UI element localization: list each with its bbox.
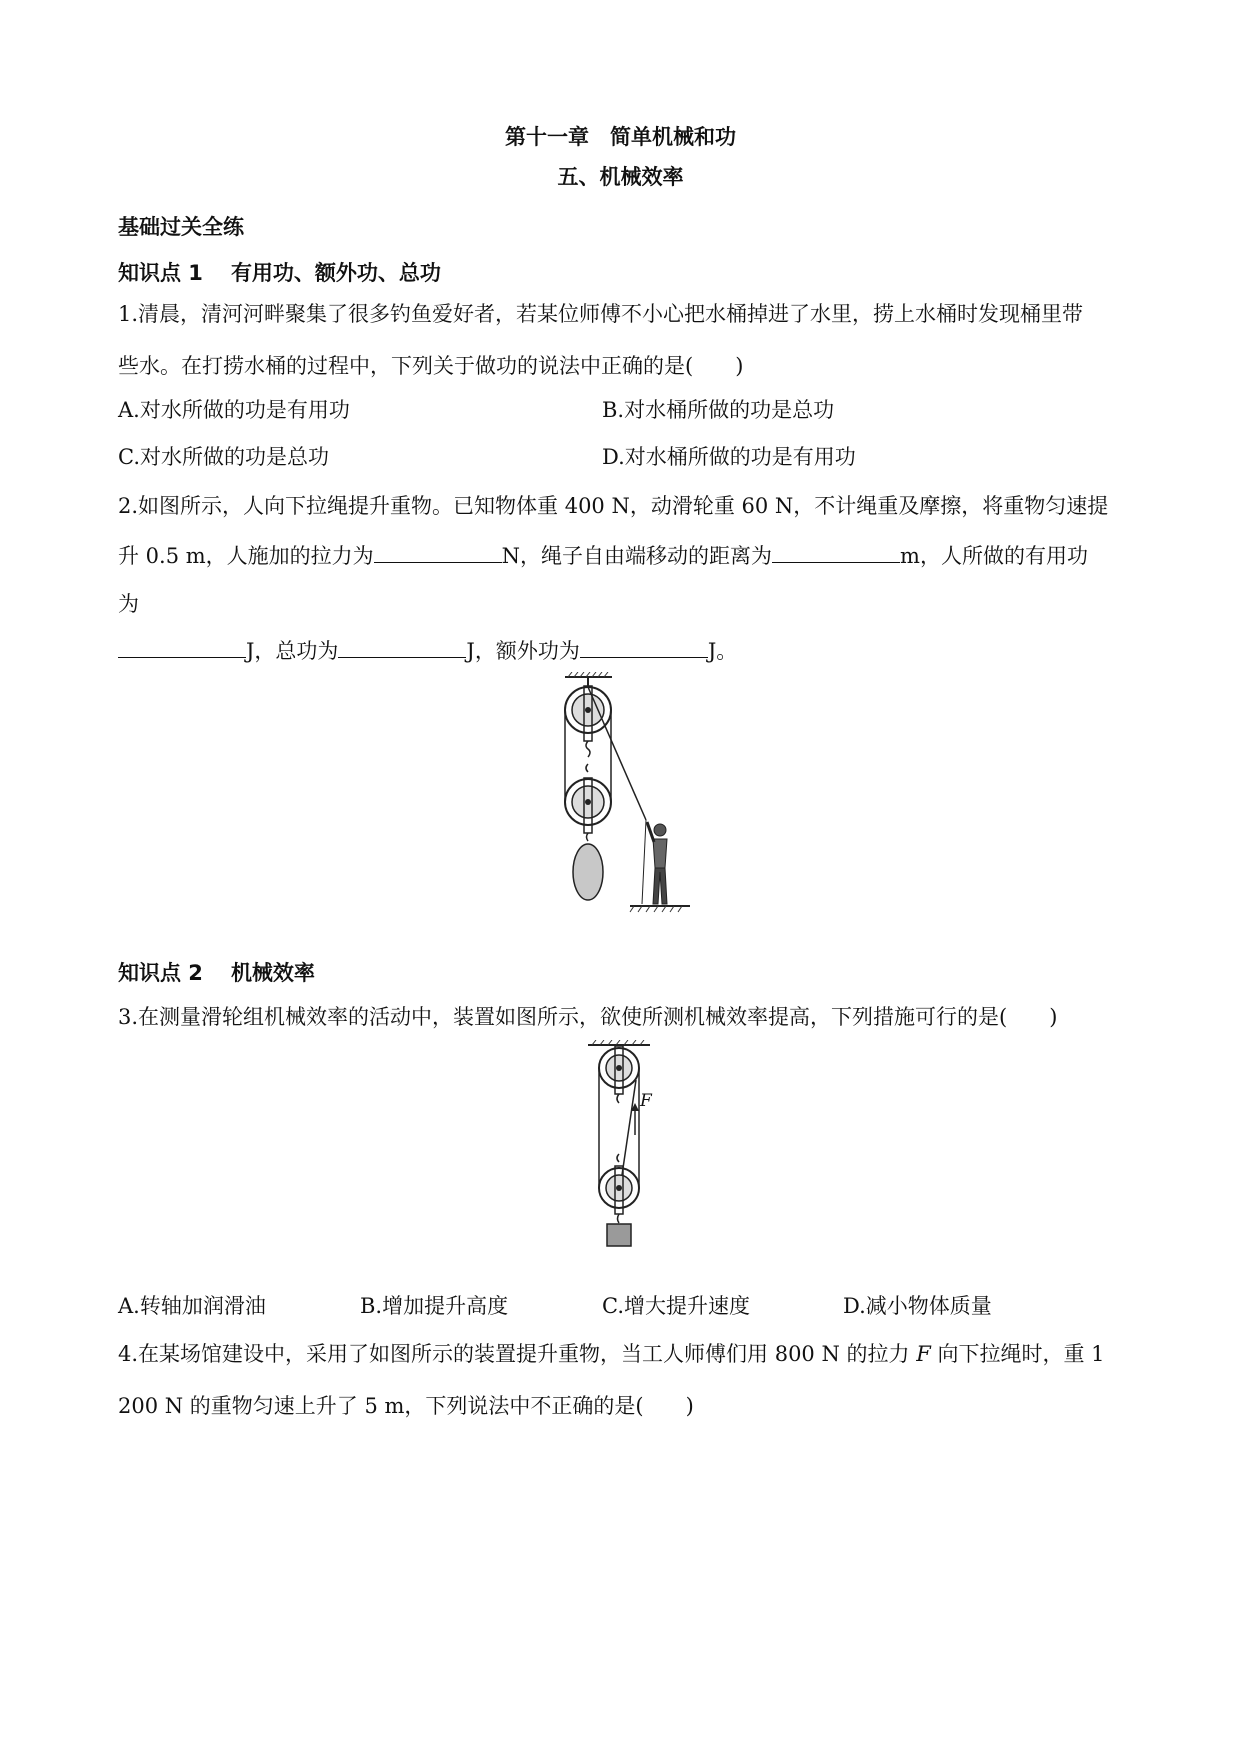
chapter-title: 第十一章 简单机械和功 xyxy=(505,125,736,149)
q2-blank-extra-work[interactable] xyxy=(580,637,708,658)
q1-option-b: B.对水桶所做的功是总功 xyxy=(602,398,835,422)
section-title: 五、机械效率 xyxy=(557,165,684,189)
q2-line-2 xyxy=(118,542,1088,570)
q2-blank-distance[interactable] xyxy=(772,542,900,563)
q2-text-d: J，总功为 xyxy=(246,639,339,663)
kp2-title: 机械效率 xyxy=(230,961,315,985)
q2-line-4 xyxy=(118,637,737,665)
kp1-label: 知识点 1 xyxy=(118,261,203,285)
practice-title: 基础过关全练 xyxy=(118,215,244,239)
q3-option-c: C.增大提升速度 xyxy=(602,1294,750,1318)
q1-option-c: C.对水所做的功是总功 xyxy=(118,445,329,469)
q3-option-d: D.减小物体质量 xyxy=(843,1294,992,1318)
knowledge-point-2 xyxy=(118,959,315,987)
q2-line-1: 2.如图所示，人向下拉绳提升重物。已知物体重 400 N，动滑轮重 60 N，不计绳重及摩擦，将重物匀速提 xyxy=(118,494,1109,518)
q4-force-symbol: F xyxy=(916,1342,931,1366)
q2-blank-useful-work[interactable] xyxy=(118,637,246,658)
kp1-title: 有用功、额外功、总功 xyxy=(230,261,441,285)
q1-option-a: A.对水所做的功是有用功 xyxy=(118,398,350,422)
q3-line-1: 3.在测量滑轮组机械效率的活动中，装置如图所示，欲使所测机械效率提高，下列措施可行的是( ) xyxy=(118,1005,1058,1029)
q4-text-a: 4.在某场馆建设中，采用了如图所示的装置提升重物，当工人师傅们用 800 N 的拉力 xyxy=(118,1342,917,1366)
q1-line-2: 些水。在打捞水桶的过程中，下列关于做功的说法中正确的是( ) xyxy=(118,354,744,378)
q4-line-1 xyxy=(118,1340,1105,1368)
force-label: F xyxy=(640,1091,652,1111)
q3-option-b: B.增加提升高度 xyxy=(360,1294,509,1318)
q2-text-c: m，人所做的有用功 xyxy=(900,544,1088,568)
q2-text-e: J，额外功为 xyxy=(466,639,580,663)
q1-option-d: D.对水桶所做的功是有用功 xyxy=(602,445,856,469)
q4-text-b: 向下拉绳时，重 1 xyxy=(930,1342,1105,1366)
q2-text-a: 升 0.5 m，人施加的拉力为 xyxy=(118,544,374,568)
q4-line-2: 200 N 的重物匀速上升了 5 m，下列说法中不正确的是( ) xyxy=(118,1394,694,1418)
pulley-person-figure xyxy=(540,672,690,917)
q2-blank-total-work[interactable] xyxy=(338,637,466,658)
q1-line-1: 1.清晨，清河河畔聚集了很多钓鱼爱好者，若某位师傅不小心把水桶掉进了水里，捞上水桶时发现桶里带 xyxy=(118,302,1084,326)
pulley-block-figure xyxy=(578,1040,678,1255)
knowledge-point-1 xyxy=(118,259,441,287)
q3-option-a: A.转轴加润滑油 xyxy=(118,1294,266,1318)
kp2-label: 知识点 2 xyxy=(118,961,203,985)
q2-blank-force[interactable] xyxy=(374,542,502,563)
q2-line-3: 为 xyxy=(118,592,139,616)
q2-text-b: N，绳子自由端移动的距离为 xyxy=(501,544,773,568)
q2-text-f: J。 xyxy=(707,639,738,663)
